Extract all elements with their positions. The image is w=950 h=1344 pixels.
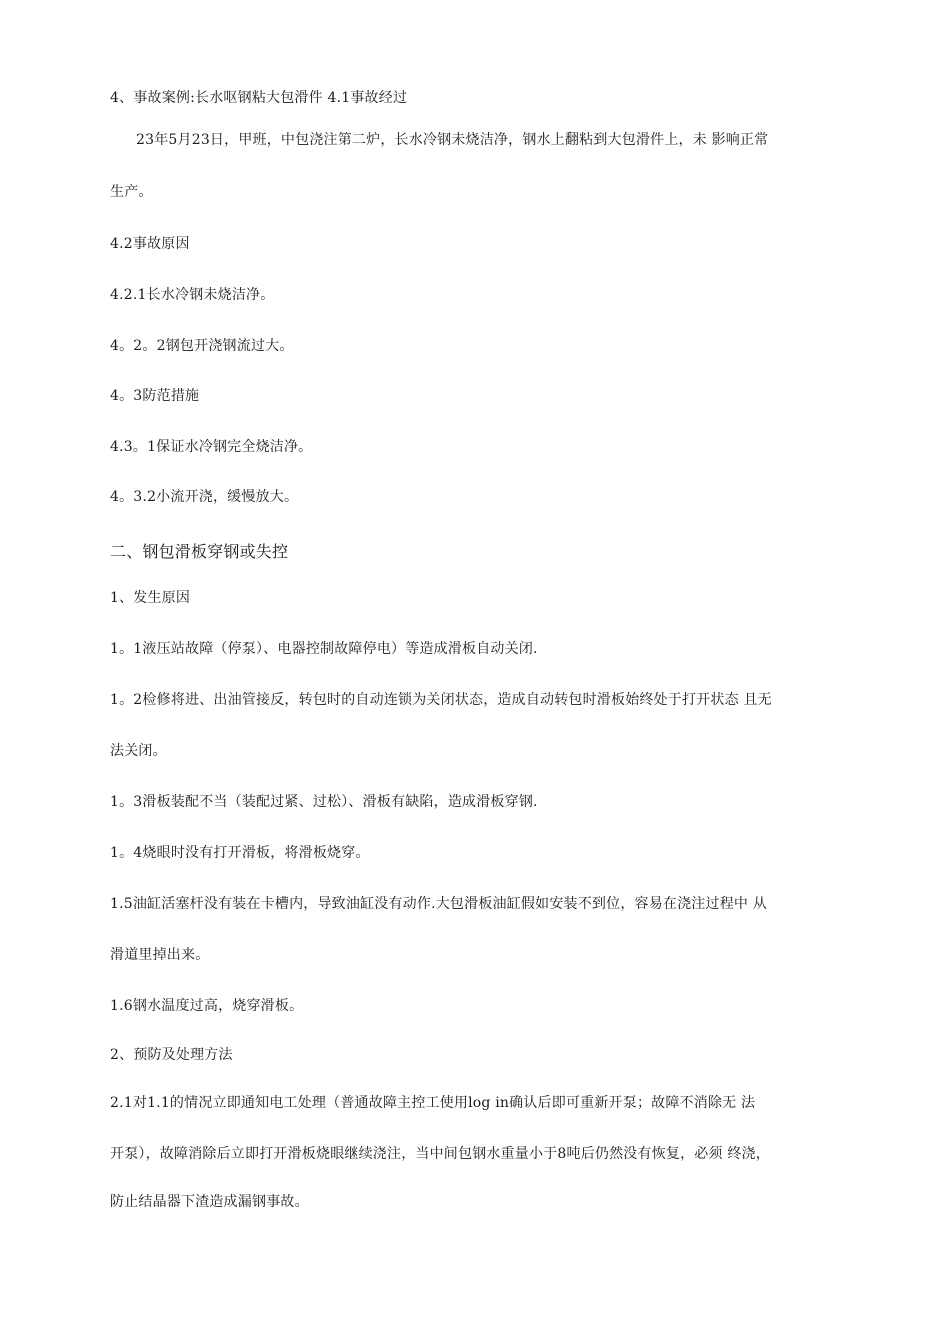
list-item: 4.3。1保证水冷钢完全烧洁净。 bbox=[110, 439, 313, 455]
list-item: 4。3.2小流开浇，缓慢放大。 bbox=[110, 489, 299, 505]
list-item: 1.6钢水温度过高，烧穿滑板。 bbox=[110, 998, 304, 1014]
paragraph-line: 23年5月23日，甲班，中包浇注第二炉，长水冷钢未烧洁净，钢水上翻粘到大包滑件上，未 影响正常 bbox=[136, 132, 769, 148]
paragraph-line: 生产。 bbox=[110, 184, 153, 200]
section-title-line: 1、发生原因 bbox=[110, 590, 191, 606]
list-item: 4。2。2钢包开浇钢流过大。 bbox=[110, 338, 294, 354]
list-item-continuation: 防止结晶器下渣造成漏钢事故。 bbox=[110, 1194, 309, 1210]
chapter-heading: 二、钢包滑板穿钢或失控 bbox=[110, 542, 289, 561]
section-title-line: 2、预防及处理方法 bbox=[110, 1047, 233, 1063]
list-item: 2.1对1.1的情况立即通知电工处理（普通故障主控工使用log in确认后即可重新开泵；故障不消除无 法 bbox=[110, 1095, 756, 1111]
list-item: 1。2检修将进、出油管接反，转包时的自动连锁为关闭状态，造成自动转包时滑板始终处于打开状态 且无 bbox=[110, 692, 772, 708]
list-item: 1。1液压站故障（停泵）、电器控制故障停电）等造成滑板自动关闭. bbox=[110, 641, 538, 657]
section-title-line: 4.2事故原因 bbox=[110, 236, 190, 252]
list-item-continuation: 开泵），故障消除后立即打开滑板烧眼继续浇注，当中间包钢水重量小于8吨后仍然没有恢复，必须 终浇， bbox=[110, 1146, 770, 1162]
list-item: 1。3滑板装配不当（装配过紧、过松）、滑板有缺陷，造成滑板穿钢. bbox=[110, 794, 538, 810]
list-item-continuation: 滑道里掉出来。 bbox=[110, 947, 210, 963]
list-item: 1。4烧眼时没有打开滑板，将滑板烧穿。 bbox=[110, 845, 370, 861]
case-title-line: 4、事故案例:长水呕钢粘大包滑件 4.1事故经过 bbox=[110, 90, 408, 106]
list-item: 1.5油缸活塞杆没有装在卡槽内，导致油缸没有动作.大包滑板油缸假如安装不到位，容易在浇注过程中 从 bbox=[110, 896, 767, 912]
list-item-continuation: 法关闭。 bbox=[110, 743, 167, 759]
list-item: 4.2.1长水冷钢未烧洁净。 bbox=[110, 287, 275, 303]
section-title-line: 4。3防范措施 bbox=[110, 388, 200, 404]
